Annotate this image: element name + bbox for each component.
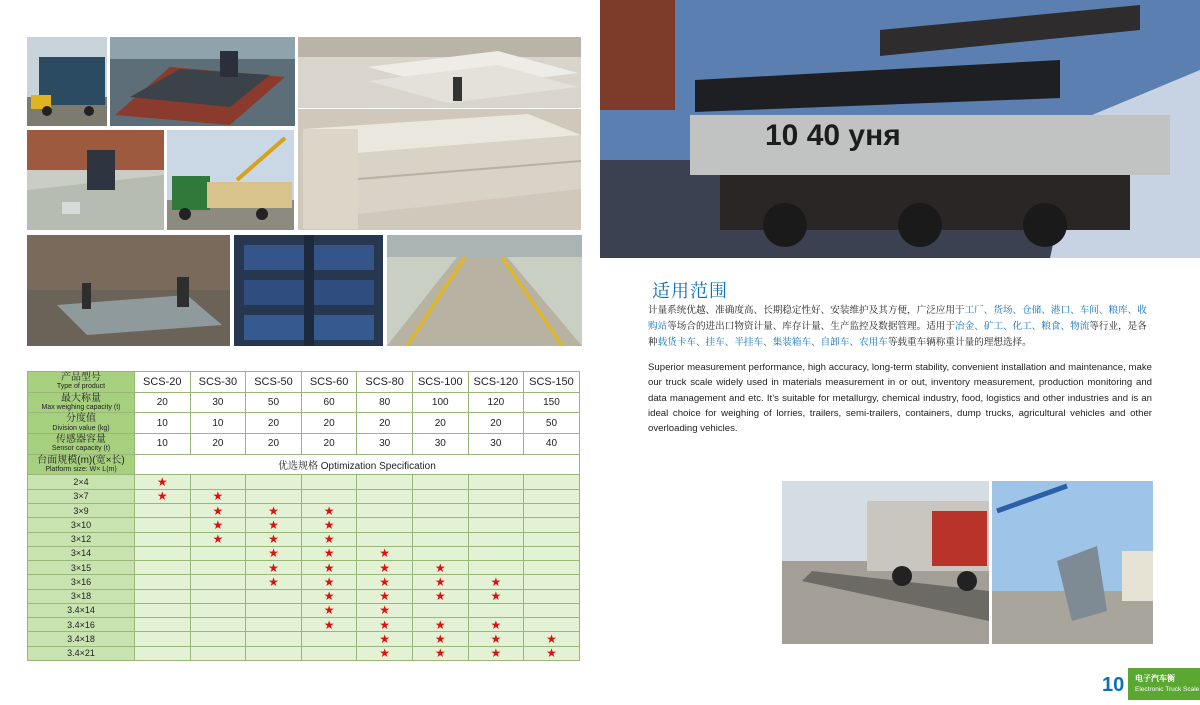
body-text: 计量系统优越、准确度高、长期稳定性好、安装维护及其方便，广泛应用于 (648, 305, 965, 316)
star-icon: ★ (357, 561, 413, 575)
photo-crane-lifting-platform (600, 0, 1200, 258)
star-icon: ★ (468, 618, 524, 632)
empty-cell (246, 646, 302, 660)
photo-platform-stack (298, 109, 581, 230)
empty-cell (301, 489, 357, 503)
platform-row (28, 646, 580, 660)
star-icon: ★ (246, 532, 302, 546)
star-icon: ★ (301, 603, 357, 617)
row-header (28, 372, 135, 393)
row-header-en: Division value (kg) (52, 424, 110, 432)
sensor-row-cell: 20 (190, 434, 246, 455)
photo-worker-assembly (27, 130, 164, 230)
sensor-row-cell: 30 (412, 434, 468, 455)
platform-row (28, 589, 580, 603)
empty-cell (135, 603, 191, 617)
star-icon: ★ (190, 503, 246, 517)
empty-cell (357, 503, 413, 517)
empty-cell (246, 603, 302, 617)
page-number: 10 (1102, 674, 1125, 696)
empty-cell (524, 489, 580, 503)
platform-header-row (28, 454, 580, 475)
star-icon: ★ (412, 575, 468, 589)
capacity-row-cell: 20 (135, 392, 191, 413)
empty-cell (246, 632, 302, 646)
empty-cell (412, 532, 468, 546)
platform-size: 3×16 (28, 575, 135, 589)
model-row-cell: SCS-100 (412, 372, 468, 393)
section-title: 适用范围 (652, 281, 728, 301)
platform-row (28, 532, 580, 546)
star-icon: ★ (135, 475, 191, 489)
body-text: 等载重车辆称重计量的理想选择。 (887, 337, 1032, 348)
section-description-zh (648, 303, 1152, 351)
empty-cell (357, 532, 413, 546)
star-icon: ★ (301, 546, 357, 560)
star-icon: ★ (246, 561, 302, 575)
empty-cell (524, 561, 580, 575)
platform-size: 3×7 (28, 489, 135, 503)
empty-cell (357, 475, 413, 489)
empty-cell (468, 546, 524, 560)
star-icon: ★ (301, 518, 357, 532)
photo-container-truck (27, 37, 107, 126)
empty-cell (190, 632, 246, 646)
empty-cell (135, 618, 191, 632)
empty-cell (190, 646, 246, 660)
row-header-zh: 产品型号 (61, 371, 101, 383)
highlight-text: 冶金、矿工、化工、粮食、物流 (955, 321, 1090, 332)
empty-cell (524, 575, 580, 589)
model-row-cell: SCS-60 (301, 372, 357, 393)
capacity-row-cell: 80 (357, 392, 413, 413)
platform-size: 3×18 (28, 589, 135, 603)
photo-indoor-platform (27, 235, 230, 346)
empty-cell (135, 632, 191, 646)
platform-size: 3.4×21 (28, 646, 135, 660)
section-description-en: Superior measurement performance, high accuracy, long-term stability, convenient installation and maintenance, make our truck scale widely used in materials measurement in or out, inventory measurement, production monitoring and data management and etc. It’s suitable for metallurgy, chemical industry, food, logistics and other industries and is an ideal choice for weighing of lorries, trailers, semi-trailers, containers, dump trucks, agricultural vehicles and other overloading vehicles. (648, 362, 1152, 435)
empty-cell (190, 603, 246, 617)
row-header-en: Type of product (56, 383, 106, 391)
row-header (28, 454, 135, 475)
empty-cell (412, 603, 468, 617)
capacity-row-cell: 100 (412, 392, 468, 413)
sensor-row-cell: 10 (135, 434, 191, 455)
photo-crane-truck (167, 130, 294, 230)
product-tag-en: Electronic Truck Scale (1135, 686, 1200, 693)
sensor-row (28, 434, 580, 455)
highlight-text: 载货卡车、挂车、半挂车、集装箱车、自卸车、农用车 (657, 337, 888, 348)
star-icon: ★ (412, 632, 468, 646)
platform-row (28, 561, 580, 575)
star-icon: ★ (301, 561, 357, 575)
star-icon: ★ (468, 632, 524, 646)
row-header-en: Sensor capacity (t) (51, 445, 111, 453)
star-icon: ★ (357, 546, 413, 560)
empty-cell (135, 646, 191, 660)
empty-cell (246, 589, 302, 603)
star-icon: ★ (357, 575, 413, 589)
row-header (28, 392, 135, 413)
empty-cell (246, 618, 302, 632)
division-row-cell: 20 (468, 413, 524, 434)
empty-cell (135, 532, 191, 546)
star-icon: ★ (357, 589, 413, 603)
row-header-zh: 台面规模(m)(宽×长) (37, 454, 125, 466)
empty-cell (190, 546, 246, 560)
star-icon: ★ (357, 618, 413, 632)
star-icon: ★ (246, 518, 302, 532)
photo-workshop-platforms (298, 37, 581, 108)
star-icon: ★ (412, 589, 468, 603)
platform-row (28, 632, 580, 646)
row-header (28, 413, 135, 434)
platform-row (28, 518, 580, 532)
empty-cell (190, 475, 246, 489)
empty-cell (190, 575, 246, 589)
empty-cell (135, 575, 191, 589)
division-row-cell: 20 (357, 413, 413, 434)
star-icon: ★ (468, 646, 524, 660)
capacity-row-cell: 150 (524, 392, 580, 413)
star-icon: ★ (301, 532, 357, 546)
truck-plate-text: 10 40 уня (765, 119, 901, 152)
empty-cell (412, 489, 468, 503)
star-icon: ★ (301, 618, 357, 632)
star-icon: ★ (135, 489, 191, 503)
empty-cell (412, 475, 468, 489)
row-header-en: Max weighing capacity (t) (41, 404, 121, 412)
empty-cell (468, 489, 524, 503)
capacity-row (28, 392, 580, 413)
highlight-text: 工厂、货场、仓储、港口、车间、粮库、收购站 (648, 305, 1147, 332)
star-icon: ★ (301, 575, 357, 589)
star-icon: ★ (190, 518, 246, 532)
division-row-cell: 50 (524, 413, 580, 434)
sensor-row-cell: 20 (246, 434, 302, 455)
sensor-row-cell: 20 (301, 434, 357, 455)
row-header-zh: 传感器容量 (56, 433, 106, 445)
body-text: 等场合的进出口物资计量、库存计量、生产监控及数据管理。适用于 (667, 321, 955, 332)
star-icon: ★ (412, 561, 468, 575)
platform-row (28, 489, 580, 503)
empty-cell (524, 532, 580, 546)
spec-table (27, 371, 580, 661)
division-row-cell: 20 (246, 413, 302, 434)
sensor-row-cell: 30 (357, 434, 413, 455)
empty-cell (524, 503, 580, 517)
division-row-cell: 10 (135, 413, 191, 434)
capacity-row-cell: 30 (190, 392, 246, 413)
empty-cell (135, 518, 191, 532)
star-icon: ★ (190, 489, 246, 503)
star-icon: ★ (301, 589, 357, 603)
sensor-row-cell: 40 (524, 434, 580, 455)
star-icon: ★ (524, 646, 580, 660)
product-tag (1128, 668, 1200, 700)
sensor-row-cell: 30 (468, 434, 524, 455)
division-row (28, 413, 580, 434)
body-text: 等行业，是各种 (648, 321, 1147, 348)
platform-row (28, 475, 580, 489)
platform-size: 3×15 (28, 561, 135, 575)
row-header-zh: 分度值 (66, 413, 96, 425)
star-icon: ★ (246, 503, 302, 517)
division-row-cell: 20 (301, 413, 357, 434)
star-icon: ★ (412, 618, 468, 632)
empty-cell (468, 532, 524, 546)
division-row-cell: 20 (412, 413, 468, 434)
photo-crane-install (992, 481, 1153, 644)
empty-cell (190, 561, 246, 575)
empty-cell (468, 603, 524, 617)
platform-size: 3×12 (28, 532, 135, 546)
empty-cell (135, 561, 191, 575)
photo-welding-frame (110, 37, 295, 126)
platform-size: 2×4 (28, 475, 135, 489)
empty-cell (468, 518, 524, 532)
platform-row (28, 546, 580, 560)
platform-size: 3×10 (28, 518, 135, 532)
platform-row (28, 503, 580, 517)
star-icon: ★ (246, 546, 302, 560)
row-header-en: Platform size: W× L(m) (45, 466, 117, 474)
capacity-row-cell: 60 (301, 392, 357, 413)
platform-size: 3×14 (28, 546, 135, 560)
platform-row (28, 575, 580, 589)
photo-blue-steel-frame (234, 235, 383, 346)
star-icon: ★ (301, 503, 357, 517)
empty-cell (301, 475, 357, 489)
model-row-cell: SCS-50 (246, 372, 302, 393)
empty-cell (301, 632, 357, 646)
capacity-row-cell: 50 (246, 392, 302, 413)
empty-cell (524, 546, 580, 560)
platform-size: 3.4×16 (28, 618, 135, 632)
empty-cell (524, 518, 580, 532)
capacity-row-cell: 120 (468, 392, 524, 413)
model-row-cell: SCS-150 (524, 372, 580, 393)
star-icon: ★ (357, 646, 413, 660)
empty-cell (524, 603, 580, 617)
star-icon: ★ (412, 646, 468, 660)
star-icon: ★ (357, 632, 413, 646)
optimization-label: 优选规格 Optimization Specification (135, 454, 580, 475)
empty-cell (524, 618, 580, 632)
empty-cell (524, 475, 580, 489)
product-tag-zh: 电子汽车衡 (1135, 674, 1175, 683)
empty-cell (468, 503, 524, 517)
model-row-cell: SCS-30 (190, 372, 246, 393)
platform-row (28, 618, 580, 632)
empty-cell (135, 503, 191, 517)
row-header-zh: 最大称量 (61, 392, 101, 404)
star-icon: ★ (468, 575, 524, 589)
model-row-cell: SCS-120 (468, 372, 524, 393)
empty-cell (412, 518, 468, 532)
empty-cell (135, 589, 191, 603)
star-icon: ★ (246, 575, 302, 589)
empty-cell (357, 518, 413, 532)
model-row (28, 372, 580, 393)
empty-cell (357, 489, 413, 503)
platform-size: 3.4×18 (28, 632, 135, 646)
row-header (28, 434, 135, 455)
star-icon: ★ (524, 632, 580, 646)
empty-cell (246, 489, 302, 503)
model-row-cell: SCS-20 (135, 372, 191, 393)
platform-size: 3.4×14 (28, 603, 135, 617)
empty-cell (412, 546, 468, 560)
empty-cell (468, 561, 524, 575)
empty-cell (190, 589, 246, 603)
empty-cell (524, 589, 580, 603)
star-icon: ★ (468, 589, 524, 603)
photo-installed-scale (387, 235, 582, 346)
star-icon: ★ (357, 603, 413, 617)
empty-cell (246, 475, 302, 489)
empty-cell (301, 646, 357, 660)
platform-row (28, 603, 580, 617)
empty-cell (412, 503, 468, 517)
division-row-cell: 10 (190, 413, 246, 434)
photo-truck-on-scale (782, 481, 989, 644)
star-icon: ★ (190, 532, 246, 546)
model-row-cell: SCS-80 (357, 372, 413, 393)
empty-cell (468, 475, 524, 489)
empty-cell (190, 618, 246, 632)
platform-size: 3×9 (28, 503, 135, 517)
empty-cell (135, 546, 191, 560)
